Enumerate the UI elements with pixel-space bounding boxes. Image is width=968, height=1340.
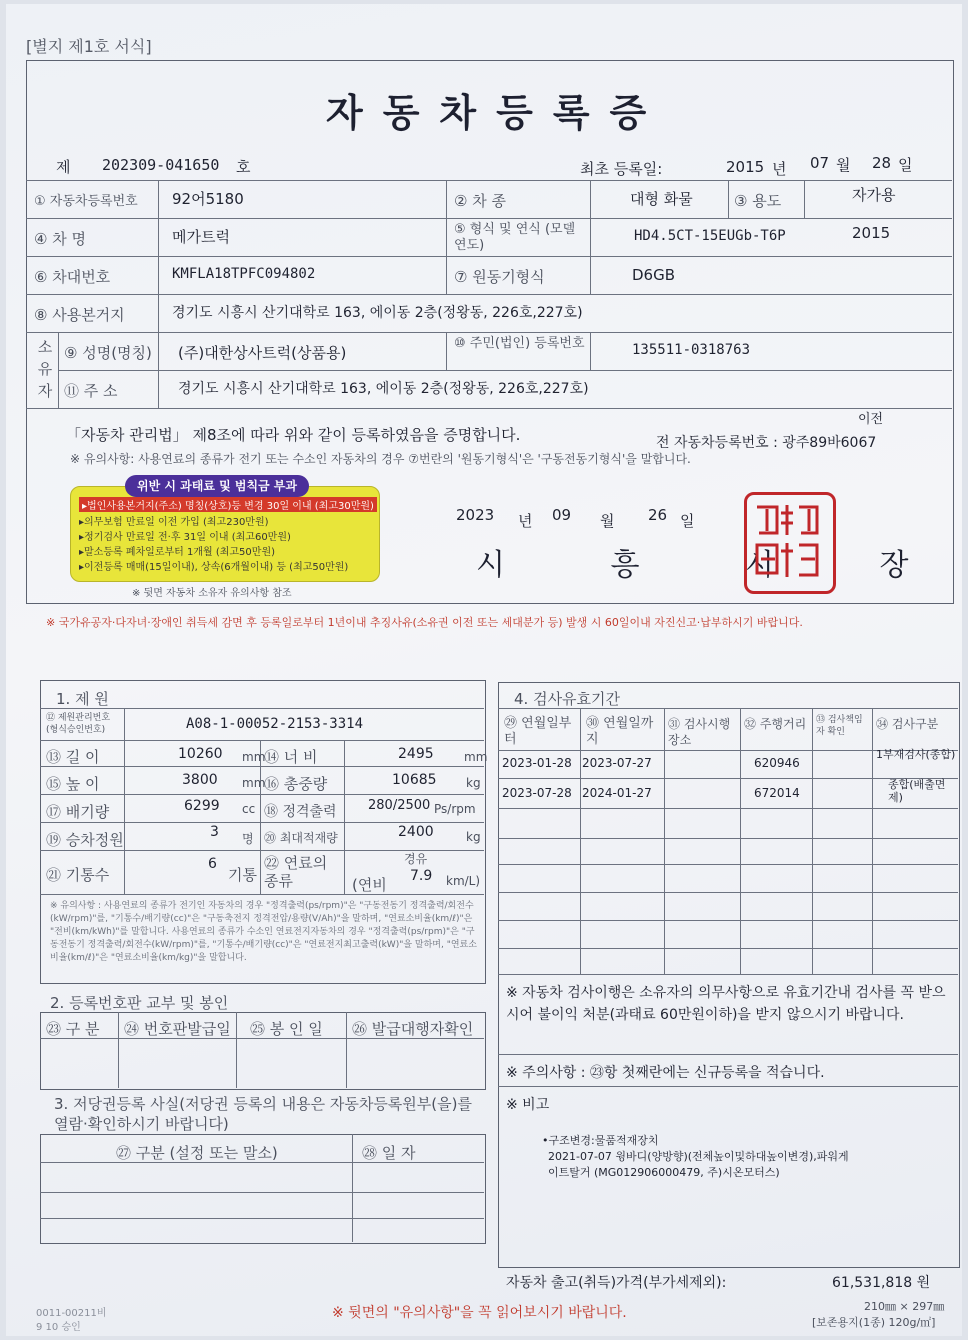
penalty-footer: ※ 뒷면 자동차 소유자 유의사항 참조 [132, 588, 292, 599]
plate-title: 2. 등록번호판 교부 및 봉인 [50, 994, 229, 1012]
issue-year: 2023 [456, 506, 495, 524]
grid-line [26, 256, 952, 257]
plate-col-agent: ㉖ 발급대행자확인 [352, 1020, 474, 1038]
penalty-row: ▸정기검사 만료일 전·후 31일 이내 (최고60만원) [79, 532, 291, 543]
engine-type-label: ⑦ 원동기형식 [454, 268, 545, 286]
official-seal [744, 492, 836, 594]
fuel-eff-unit: km/L) [446, 874, 481, 888]
width-unit: mm [464, 750, 488, 764]
corp-no-label: ⑩ 주민(법인) 등록번호 [454, 336, 585, 351]
vehicle-type: 대형 화물 [630, 190, 693, 208]
cylinders-unit: 기통 [228, 866, 257, 884]
grid-line [58, 332, 59, 408]
grid-line [26, 294, 952, 295]
penalty-header: 위반 시 과태료 및 범칙금 부과 [125, 475, 309, 497]
owner-address-label: ⑪ 주 소 [64, 382, 118, 400]
length-unit: mm [242, 750, 266, 764]
width-label: ⑭ 너 비 [264, 748, 318, 766]
plate-col-issue: ㉔ 번호판발급일 [124, 1020, 231, 1038]
insp-col-kind: ㉞ 검사구분 [876, 717, 939, 731]
displacement-label: ⑰ 배기량 [46, 803, 110, 821]
grid-line [590, 332, 591, 370]
first-reg-month-unit: 월 [836, 156, 851, 174]
fuel-note: ※ 유의사항: 사용연료의 종류가 전기 또는 수소인 자동차의 경우 ⑦번란의 '원동기형식'은 '구동전동기형식'을 말합니다. [70, 452, 691, 466]
issuer-name: 시 흥 시 장 [476, 548, 957, 583]
spec-note: ※ 유의사항 : 사용연료의 종류가 전기인 자동차의 경우 "정격출력(ps/rpm)"은 "구동전동기 정격출력/회전수(kW/rpm)"를, "기통수/배기량(cc)"은 "구동축전지 정격전압/용량(V/Ah)"을 말하며, "연료소비율(km/ℓ)"은 "전비(km/kWh)"를 말합니다. 사용연료의 종류가 수소인 연료전지자동차의 경우 "정격출력(ps/rpm)"은 "구동전동기 정격출력/회전수(kW/rpm)"를, "기통수/배기량(cc)"은 "연료전지최고출력(kW)"을 말하며, "연료소비율(km/ℓ)"은 "연료소비율(km/kg)"을 말합니다. [50, 901, 477, 963]
seating-unit: 명 [242, 832, 254, 846]
insp-to: 2023-07-27 [582, 756, 652, 770]
fuel-eff-label: (연비 [352, 876, 387, 894]
grid-line [446, 180, 447, 294]
first-reg-year: 2015 [726, 158, 765, 176]
inspection-title: 4. 검사유효기간 [514, 690, 621, 708]
insp-kind: 종합(배출면제) [888, 778, 946, 804]
reg-no-prefix: 제 [56, 158, 71, 176]
seal-text [764, 524, 783, 530]
lien-col-date: ㉘ 일 자 [362, 1144, 416, 1162]
tax-exemption-notice: ※ 국가유공자·다자녀·장애인 취득세 감면 후 등록일로부터 1년이내 추징사유(소유권 이전 또는 세대분가 등) 발생 시 60일이내 자진신고·납부하시기 바랍니다. [46, 616, 803, 629]
rated-output-label: ⑱ 정격출력 [264, 804, 337, 820]
insp-col-to: ㉚ 연월일까지 [586, 716, 654, 747]
max-load-label: ⑳ 최대적재량 [264, 831, 338, 845]
owner-name-label: ⑨ 성명(명칭) [64, 344, 152, 362]
displacement-unit: cc [242, 802, 256, 816]
cylinders-label: ㉑ 기통수 [46, 866, 110, 884]
grid-line [590, 180, 591, 294]
max-load-unit: kg [466, 830, 481, 844]
issue-day: 26 [648, 506, 668, 524]
engine-type: D6GB [632, 266, 676, 284]
first-reg-year-unit: 년 [772, 160, 787, 178]
fuel-eff: 7.9 [410, 868, 433, 884]
penalty-row: ▸법인사용본거지(주소) 명칭(상호)등 변경 30일 이내 (최고30만원) [79, 497, 377, 512]
lien-col-type: ㉗ 구분 (설정 또는 말소) [116, 1144, 278, 1162]
plate-col-seal: ㉕ 봉 인 일 [250, 1020, 323, 1038]
insp-from: 2023-07-28 [502, 786, 572, 800]
length: 10260 [178, 746, 223, 762]
document-title: 자동차등록증 [326, 90, 667, 135]
first-reg-label: 최초 등록일: [580, 160, 663, 178]
price-label: 자동차 출고(취득)가격(부가세제외): [506, 1275, 727, 1291]
usage: 자가용 [852, 186, 896, 204]
penalty-row: ▸이전등록 매매(15일이내), 상속(6개월이내) 등 (최고50만원) [79, 562, 349, 573]
cylinders: 6 [208, 856, 217, 872]
insp-km: 620946 [754, 756, 800, 770]
width: 2495 [398, 746, 434, 762]
paper-size: 210㎜ × 297㎜ [864, 1300, 945, 1313]
vehicle-name-label: ④ 차 명 [34, 230, 86, 248]
model-label: ⑤ 형식 및 연식 (모델연도) [454, 222, 576, 253]
prev-reg-no: 전 자동차등록번호 : 광주89바6067 [656, 435, 877, 451]
seating: 3 [210, 824, 219, 840]
price-value: 61,531,818 원 [832, 1275, 931, 1291]
gross-weight: 10685 [392, 772, 437, 788]
owner-address: 경기도 시흥시 산기대학로 163, 에이동 2층(정왕동, 226호,227호) [178, 381, 589, 397]
plate-col-type: ㉓ 구 분 [46, 1020, 100, 1038]
spec-no: A08-1-00052-2153-3314 [186, 716, 364, 732]
chassis-no-label: ⑥ 차대번호 [34, 268, 111, 286]
owner-label: 소유자 [37, 338, 53, 400]
issue-month: 09 [552, 506, 572, 524]
length-label: ⑬ 길 이 [46, 748, 100, 766]
insp-km: 672014 [754, 786, 800, 800]
usage-label: ③ 용도 [734, 192, 782, 210]
model-code: HD4.5CT-15EUGb-T6P [634, 228, 786, 244]
first-reg-day-unit: 일 [898, 156, 913, 174]
grid-line [26, 408, 952, 409]
gross-weight-unit: kg [466, 776, 481, 790]
cert-statement: 「자동차 관리법」 제8조에 따라 위와 같이 등록하였음을 증명합니다. [66, 426, 521, 444]
first-reg-day: 28 [872, 154, 892, 172]
reg-no-suffix: 호 [236, 158, 251, 176]
max-load: 2400 [398, 824, 434, 840]
gross-weight-label: ⑯ 총중량 [264, 775, 328, 793]
grid-line [158, 332, 159, 408]
height-label: ⑮ 높 이 [46, 775, 100, 793]
height: 3800 [182, 772, 218, 788]
lien-title: 3. 저당권등록 사실(저당권 등록의 내용은 자동차등록원부(을)를 열람·확인하시기 바랍니다) [54, 1095, 472, 1133]
penalty-notice-box [70, 479, 380, 582]
insp-col-place: ㉛ 검사시행장소 [668, 717, 731, 747]
remarks-line: 2021-07-07 윙바디(양방향)(전체높이및하대높이변경),파워게 [548, 1150, 849, 1163]
insp-kind: 1부재검사(종합) [876, 748, 956, 761]
remarks-line: 이트탈거 (MG012906000479, 주)시온모터스) [548, 1166, 780, 1179]
vehicle-name: 메가트럭 [172, 228, 230, 246]
penalty-row: ▸의무보험 만료일 이전 가입 (최고230만원) [79, 517, 269, 528]
insp-col-sign: ㉝ 검사책임자 확인 [816, 715, 863, 737]
grid-line [26, 218, 952, 219]
footer-approval: 9 10 승인 [36, 1322, 81, 1333]
back-notice: ※ 뒷면의 "유의사항"을 꼭 읽어보시기 바랍니다. [332, 1305, 627, 1321]
grid-line [446, 332, 447, 370]
chassis-no: KMFLA18TPFC094802 [172, 266, 316, 282]
insp-col-from: ㉙ 연월일부터 [504, 716, 572, 747]
penalty-row: ▸말소등록 폐차일로부터 1개월 (최고50만원) [79, 547, 276, 558]
spec-title: 1. 제 원 [56, 690, 109, 708]
vehicle-reg-no: 92어5180 [172, 190, 244, 208]
registration-certificate [6, 4, 962, 1336]
prev-reg-tag: 이전 [858, 412, 884, 427]
vehicle-type-label: ② 차 종 [454, 192, 506, 210]
height-unit: mm [242, 776, 266, 790]
grid-line [26, 180, 952, 181]
issue-year-unit: 년 [518, 512, 533, 530]
grid-line [58, 370, 952, 371]
rated-output-unit: Ps/rpm [434, 802, 476, 816]
base-address-label: ⑧ 사용본거지 [34, 306, 125, 324]
grid-line [804, 180, 805, 218]
footer-code: 0011-00211비 [36, 1308, 107, 1319]
reg-number: 202309-041650 [102, 156, 220, 174]
insp-to: 2024-01-27 [582, 786, 652, 800]
grid-line [26, 332, 952, 333]
fuel-type-label: ㉒ 연료의 종류 [264, 854, 328, 890]
remarks-label: ※ 비고 [506, 1097, 550, 1113]
form-number: [별지 제1호 서식] [26, 37, 152, 56]
first-reg-month: 07 [810, 154, 830, 172]
grid-line [158, 180, 159, 332]
inspection-duty-notice: ※ 자동차 검사이행은 소유자의 의무사항으로 유효기간내 검사를 꼭 받으시어 불이익 처분(과태료 60만원이하)을 받지 않으시기 바랍니다. [506, 985, 946, 1023]
rated-output: 280/2500 [368, 798, 431, 813]
caution-note: ※ 주의사항 : ㉓항 첫째란에는 신규등록을 적습니다. [506, 1065, 825, 1081]
spec-no-label: ⑫ 제원관리번호 (형식승인번호) [46, 713, 111, 735]
fuel-type: 경유 [404, 852, 428, 866]
base-address: 경기도 시흥시 산기대학로 163, 에이동 2층(정왕동, 226호,227호) [172, 305, 583, 321]
paper-type: [보존용지(1종) 120g/㎡] [812, 1316, 936, 1329]
displacement: 6299 [184, 798, 220, 814]
insp-col-km: ㉜ 주행거리 [744, 717, 807, 731]
seal-pattern [747, 495, 827, 585]
owner-name: (주)대한상사트럭(상품용) [178, 344, 347, 362]
corp-no: 135511-0318763 [632, 342, 751, 358]
remarks-line: •구조변경:물품적재장치 [542, 1134, 659, 1147]
vehicle-reg-no-label: ① 자동차등록번호 [34, 194, 138, 209]
issue-day-unit: 일 [680, 512, 695, 530]
insp-from: 2023-01-28 [502, 756, 572, 770]
grid-line [728, 180, 729, 218]
seating-label: ⑲ 승차정원 [46, 831, 124, 849]
model-year: 2015 [852, 224, 891, 242]
issue-month-unit: 월 [600, 512, 615, 530]
